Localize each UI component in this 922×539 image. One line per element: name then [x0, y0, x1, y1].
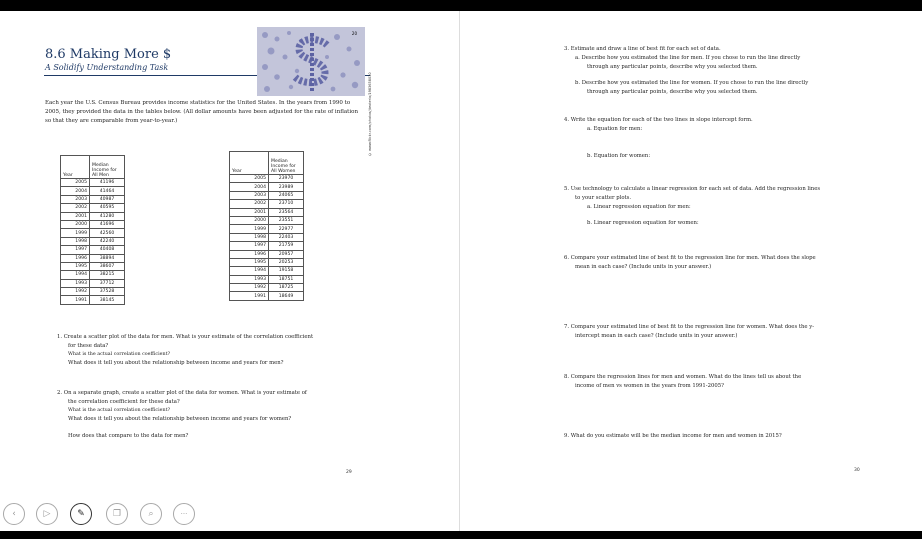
women-row [230, 258, 304, 266]
men-income-cell: 40987 [90, 195, 125, 203]
women-year-cell: 2005 [230, 175, 269, 183]
men-income-cell: 42240 [90, 237, 125, 245]
men-year-cell: 1991 [61, 296, 90, 304]
dollar-sign-icon [257, 27, 365, 96]
women-income-cell: 18751 [269, 275, 304, 283]
question-9 [564, 432, 904, 441]
women-year-cell: 2004 [230, 183, 269, 191]
men-row [61, 296, 125, 304]
men-income-cell: 42560 [90, 229, 125, 237]
men-income-table [60, 155, 125, 305]
men-row [61, 271, 125, 279]
copy-icon: ❐ [112, 509, 122, 519]
women-row [230, 233, 304, 241]
men-year-cell: 2003 [61, 195, 90, 203]
women-income-cell: 22403 [269, 233, 304, 241]
player-controls [0, 500, 200, 530]
women-row [230, 200, 304, 208]
question-6 [564, 254, 904, 272]
men-row [61, 212, 125, 220]
q8-l2: income of men vs women in the years from 1991-2005? [575, 382, 724, 389]
q7-l1: 7. Compare your estimated line of best fit to the regression line for women. What does the y- [564, 324, 814, 330]
men-income-cell: 38894 [90, 254, 125, 262]
men-income-cell: 38215 [90, 271, 125, 279]
women-year-cell: 2001 [230, 208, 269, 216]
zoom-button[interactable] [140, 503, 162, 525]
play-button[interactable] [36, 503, 58, 525]
women-year-cell: 1999 [230, 225, 269, 233]
women-row [230, 175, 304, 183]
q2-line1: 2. On a separate graph, create a scatter plot of the data for women. What is your estimate of [57, 390, 307, 396]
women-income-cell: 20957 [269, 250, 304, 258]
men-year-cell: 1992 [61, 288, 90, 296]
men-income-cell: 37712 [90, 279, 125, 287]
men-income-cell: 41196 [90, 179, 125, 187]
women-income-cell: 21759 [269, 242, 304, 250]
men-row [61, 262, 125, 270]
q9-l1: 9. What do you estimate will be the median income for men and women in 2015? [564, 433, 782, 439]
dollar-sign-image [257, 27, 365, 96]
q5-b: b. Linear regression equation for women: [587, 220, 699, 227]
title-rule [44, 75, 252, 76]
men-year-cell: 2004 [61, 187, 90, 195]
pen-button[interactable] [70, 503, 92, 525]
q2-line2: the correlation coefficient for these data? [68, 398, 180, 405]
men-row [61, 279, 125, 287]
women-income-cell: 23564 [269, 208, 304, 216]
men-row [61, 187, 125, 195]
more-button[interactable] [173, 503, 195, 525]
top-bar [0, 0, 922, 11]
question-8 [564, 373, 904, 391]
women-col-year: Year [230, 152, 269, 175]
play-icon: ▷ [43, 509, 51, 519]
women-row [230, 267, 304, 275]
q5-main1: 5. Use technology to calculate a linear regression for each set of data. Add the regression lines [564, 186, 821, 192]
women-row [230, 275, 304, 283]
q4-a: a. Equation for men: [587, 125, 643, 132]
men-row [61, 254, 125, 262]
men-row [61, 195, 125, 203]
women-income-cell: 23970 [269, 175, 304, 183]
men-year-cell: 1997 [61, 246, 90, 254]
women-income-cell: 20253 [269, 258, 304, 266]
men-row [61, 220, 125, 228]
photo-credit: © www.flickr.com/photos/jtexterio/1983658030 [368, 72, 372, 156]
women-year-cell: 1993 [230, 275, 269, 283]
men-year-cell: 2005 [61, 179, 90, 187]
q3-main: 3. Estimate and draw a line of best fit for each set of data. [564, 46, 721, 52]
men-income-cell: 40408 [90, 246, 125, 254]
men-year-cell: 1998 [61, 237, 90, 245]
lesson-subtitle: A Solidify Understanding Task [45, 63, 169, 72]
women-row [230, 225, 304, 233]
men-row [61, 288, 125, 296]
q6-l1: 6. Compare your estimated line of best fit to the regression line for men. What does the slope [564, 255, 816, 261]
women-income-cell: 23551 [269, 216, 304, 224]
men-income-cell: 41696 [90, 220, 125, 228]
q1-line4: What does it tell you about the relationship between income and years for men? [68, 360, 284, 367]
q4-main: 4. Write the equation for each of the two lines in slope intercept form. [564, 117, 753, 123]
lesson-title: 8.6 Making More $ [45, 47, 172, 62]
men-income-cell: 38607 [90, 262, 125, 270]
women-income-cell: 22977 [269, 225, 304, 233]
men-row [61, 179, 125, 187]
hero-number: 20 [351, 31, 357, 36]
women-year-cell: 1998 [230, 233, 269, 241]
women-year-cell: 1992 [230, 284, 269, 292]
previous-icon: ‹ [12, 509, 16, 519]
intro-paragraph: Each year the U.S. Census Bureau provides income statistics for the United States. In the years from 1990 to 2005, they provided the data in the tables below. (All dollar amounts have been adjusted for the rate of inflation so that they are comparable from year-to-year.) [45, 100, 359, 124]
women-row [230, 284, 304, 292]
women-income-cell: 19158 [269, 267, 304, 275]
q3-b2: through any particular points, describe why you selected them. [587, 89, 758, 96]
women-income-cell: 18725 [269, 284, 304, 292]
women-row [230, 250, 304, 258]
men-income-cell: 40595 [90, 204, 125, 212]
men-year-cell: 1995 [61, 262, 90, 270]
question-7 [564, 323, 904, 341]
men-col-income: Median Income for All Men [90, 156, 125, 179]
zoom-icon: ⌕ [148, 509, 154, 519]
women-row [230, 292, 304, 300]
q3-b1: b. Describe how you estimated the line for women. If you chose to run the line directly [575, 80, 809, 87]
q4-b: b. Equation for women: [587, 152, 651, 159]
men-year-cell: 2000 [61, 220, 90, 228]
q1-line1: 1. Create a scatter plot of the data for men. What is your estimate of the correlation coefficient [57, 334, 314, 340]
women-year-cell: 2003 [230, 191, 269, 199]
q2-line3: What is the actual correlation coefficient? [68, 407, 171, 413]
women-year-cell: 1994 [230, 267, 269, 275]
men-row [61, 229, 125, 237]
men-year-cell: 2001 [61, 212, 90, 220]
women-year-cell: 1997 [230, 242, 269, 250]
women-income-cell: 23710 [269, 200, 304, 208]
copy-button[interactable] [106, 503, 128, 525]
page-number-left: 29 [346, 470, 352, 475]
q2-line4: What does it tell you about the relationship between income and years for women? [68, 416, 292, 423]
men-row [61, 204, 125, 212]
women-year-cell: 1996 [230, 250, 269, 258]
men-col-year: Year [61, 156, 90, 179]
more-icon: ··· [180, 510, 188, 518]
question-3 [564, 45, 904, 97]
men-year-cell: 1994 [61, 271, 90, 279]
question-4 [564, 116, 904, 160]
question-2 [57, 389, 377, 441]
q1-line2: for these data? [68, 342, 109, 349]
women-year-cell: 2002 [230, 200, 269, 208]
men-year-cell: 2002 [61, 204, 90, 212]
women-row [230, 191, 304, 199]
men-year-cell: 1999 [61, 229, 90, 237]
right-page [460, 11, 922, 531]
women-col-income: Median Income for All Women [269, 152, 304, 175]
men-income-cell: 37528 [90, 288, 125, 296]
women-income-cell: 23989 [269, 183, 304, 191]
women-row [230, 242, 304, 250]
women-year-cell: 1995 [230, 258, 269, 266]
previous-button[interactable] [3, 503, 25, 525]
q2-line5: How does that compare to the data for men? [68, 433, 189, 440]
question-5 [564, 185, 904, 228]
women-row [230, 216, 304, 224]
question-1 [57, 333, 377, 368]
men-income-cell: 41464 [90, 187, 125, 195]
women-row [230, 183, 304, 191]
q6-l2: mean in each case? (Include units in your answer.) [575, 263, 712, 270]
women-year-cell: 2000 [230, 216, 269, 224]
left-page [0, 11, 460, 531]
men-row [61, 246, 125, 254]
women-income-cell: 18649 [269, 292, 304, 300]
men-income-cell: 41280 [90, 212, 125, 220]
men-income-cell: 38145 [90, 296, 125, 304]
men-row [61, 237, 125, 245]
pen-icon: ✎ [77, 509, 85, 519]
q3-a1: a. Describe how you estimated the line for men. If you chose to run the line directly [575, 54, 801, 61]
men-year-cell: 1996 [61, 254, 90, 262]
women-income-cell: 24065 [269, 191, 304, 199]
q8-l1: 8. Compare the regression lines for men and women. What do the lines tell us about the [564, 374, 802, 380]
women-row [230, 208, 304, 216]
q5-main2: to your scatter plots. [575, 194, 632, 201]
q7-l2: intercept mean in each case? (Include units in your answer.) [575, 332, 738, 339]
q3-a2: through any particular points, describe why you selected them. [587, 63, 758, 70]
page-number-right: 30 [854, 468, 860, 473]
q1-line3: What is the actual correlation coefficient? [68, 351, 171, 357]
q5-a: a. Linear regression equation for men: [587, 203, 691, 210]
bottom-bar [0, 531, 922, 539]
women-year-cell: 1991 [230, 292, 269, 300]
men-year-cell: 1993 [61, 279, 90, 287]
women-income-table [229, 151, 304, 301]
